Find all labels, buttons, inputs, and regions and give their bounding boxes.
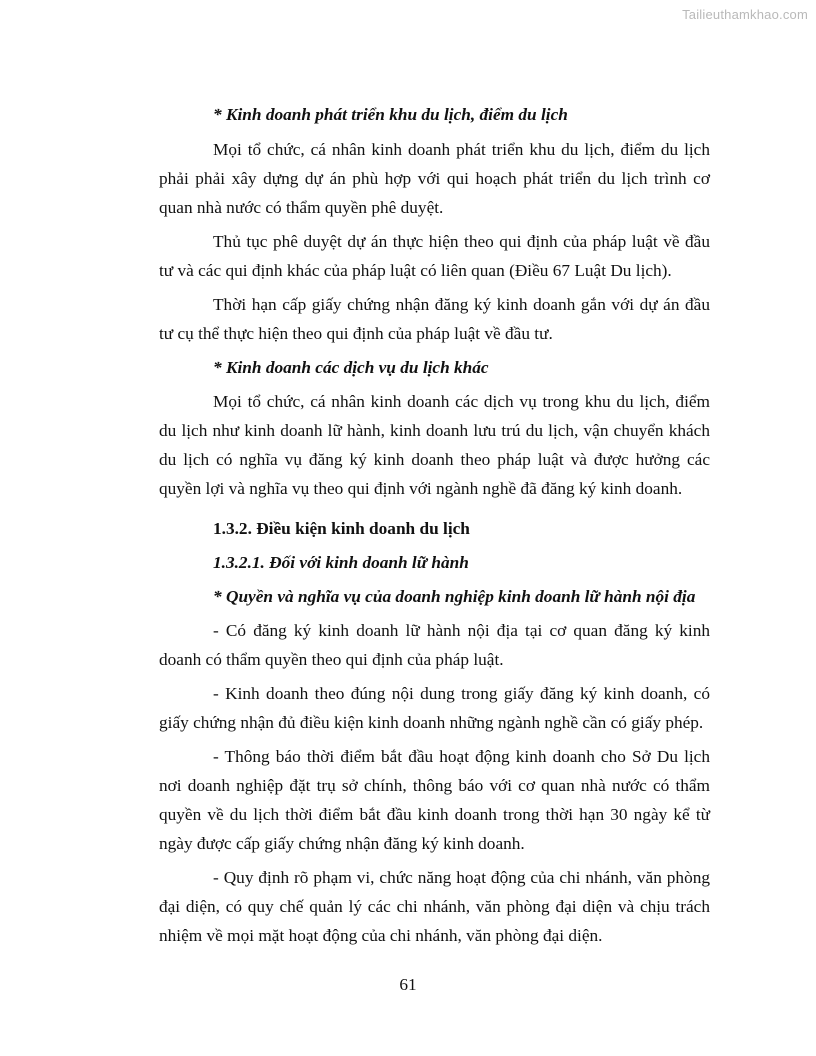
subsection-heading-rights: * Quyền và nghĩa vụ của doanh nghiệp kinh doanh lữ hành nội địa [213,587,696,606]
paragraph: Mọi tổ chức, cá nhân kinh doanh các dịch vụ trong khu du lịch, điểm du lịch như kinh doanh lữ hành, kinh doanh lưu trú du lịch, vận chuyển khách du lịch có nghĩa vụ đăng ký kinh doanh theo pháp luật và được hưởng các quyền lợi và nghĩa vụ theo qui định với ngành nghề đã đăng ký kinh doanh. [159,392,710,498]
bullet-paragraph: - Quy định rõ phạm vi, chức năng hoạt động của chi nhánh, văn phòng đại diện, có quy chế quản lý các chi nhánh, văn phòng đại diện và chịu trách nhiệm về mọi mặt hoạt động của chi nhánh, văn phòng đại diện. [159,868,710,945]
page-body [159,100,710,950]
subsection-heading-travel: 1.3.2.1. Đối với kinh doanh lữ hành [213,553,469,572]
section-heading-other-services: * Kinh doanh các dịch vụ du lịch khác [213,358,489,377]
section-heading-conditions: 1.3.2. Điều kiện kinh doanh du lịch [213,519,470,538]
bullet-paragraph: - Kinh doanh theo đúng nội dung trong giấy đăng ký kinh doanh, có giấy chứng nhận đủ điều kiện kinh doanh những ngành nghề cần có giấy phép. [159,684,710,732]
paragraph: Mọi tổ chức, cá nhân kinh doanh phát triển khu du lịch, điểm du lịch phải phải xây dựng dự án phù hợp với qui hoạch phát triển du lịch trình cơ quan nhà nước có thẩm quyền phê duyệt. [159,140,710,217]
paragraph: Thời hạn cấp giấy chứng nhận đăng ký kinh doanh gắn với dự án đầu tư cụ thể thực hiện theo qui định của pháp luật về đầu tư. [159,295,710,343]
bullet-paragraph: - Thông báo thời điểm bắt đầu hoạt động kinh doanh cho Sở Du lịch nơi doanh nghiệp đặt trụ sở chính, thông báo với cơ quan nhà nước có thẩm quyền về du lịch thời điểm bắt đầu kinh doanh trong thời hạn 30 ngày kể từ ngày được cấp giấy chứng nhận đăng ký kinh doanh. [159,747,710,853]
section-heading-tourism-area: * Kinh doanh phát triển khu du lịch, điểm du lịch [213,105,568,124]
watermark: Tailieuthamkhao.com [682,7,808,22]
bullet-paragraph: - Có đăng ký kinh doanh lữ hành nội địa tại cơ quan đăng ký kinh doanh có thẩm quyền theo qui định của pháp luật. [159,621,710,669]
page-number: 61 [399,975,417,994]
paragraph: Thủ tục phê duyệt dự án thực hiện theo qui định của pháp luật về đầu tư và các qui định khác của pháp luật có liên quan (Điều 67 Luật Du lịch). [159,232,710,280]
